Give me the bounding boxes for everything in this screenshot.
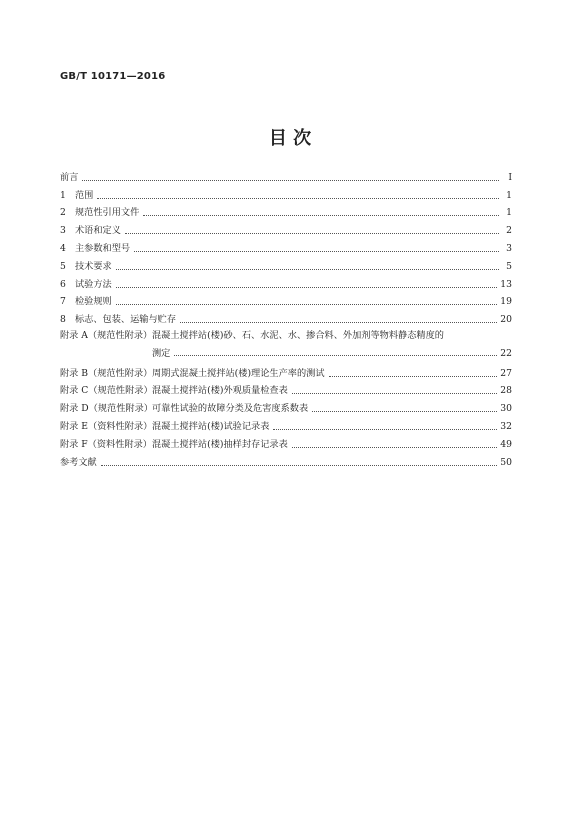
toc-label: 前言: [60, 171, 79, 183]
toc-entry-references[interactable]: [60, 451, 512, 469]
leader-dots: [174, 355, 497, 356]
leader-dots: [312, 411, 497, 412]
annex-prefix: 附录 D（规范性附录）: [60, 403, 153, 415]
toc-entry-2[interactable]: [60, 202, 512, 220]
toc-entry-5[interactable]: [60, 255, 512, 273]
toc-number: 8: [60, 314, 66, 326]
toc-page: 2: [506, 225, 512, 237]
leader-dots: [97, 198, 499, 199]
toc-page: 20: [500, 314, 512, 326]
annex-label-line1: 混凝土搅拌站(楼)砂、石、水泥、水、掺合料、外加剂等物料静态精度的: [152, 330, 444, 342]
leader-dots: [116, 287, 498, 288]
leader-dots: [292, 447, 498, 448]
toc-entry-3[interactable]: [60, 219, 512, 237]
toc-page: 49: [500, 438, 512, 450]
leader-dots: [116, 269, 499, 270]
toc-label: 可靠性试验的故障分类及危害度系数表: [152, 403, 309, 415]
toc-page: 19: [500, 296, 512, 308]
standard-code: GB/T 10171—2016: [60, 71, 166, 82]
table-of-contents: [60, 166, 512, 469]
toc-page: Ⅰ: [508, 171, 512, 183]
toc-page: 50: [500, 456, 512, 468]
toc-number: 4: [60, 242, 66, 254]
leader-dots: [180, 322, 497, 323]
toc-page: 1: [506, 207, 512, 219]
leader-dots: [134, 251, 499, 252]
toc-label: 主参数和型号: [75, 242, 131, 254]
toc-entry-7[interactable]: [60, 291, 512, 309]
page-title: 目 次: [268, 128, 312, 149]
toc-label: 术语和定义: [75, 225, 121, 237]
leader-dots: [273, 429, 497, 430]
toc-page: 27: [500, 367, 512, 379]
toc-entry-6[interactable]: [60, 273, 512, 291]
leader-dots: [143, 215, 499, 216]
toc-number: 1: [60, 189, 66, 201]
leader-dots: [292, 393, 498, 394]
toc-entry-foreword[interactable]: [60, 166, 512, 184]
toc-entry-annex-f[interactable]: [60, 433, 512, 451]
toc-label: 标志、包装、运输与贮存: [75, 314, 177, 326]
annex-prefix: 附录 B（规范性附录）: [60, 367, 153, 379]
toc-entry-4[interactable]: [60, 237, 512, 255]
toc-number: 3: [60, 225, 66, 237]
toc-entry-1[interactable]: [60, 184, 512, 202]
annex-label-line2: 测定: [152, 348, 171, 360]
toc-page: 3: [506, 242, 512, 254]
toc-page: 32: [500, 420, 512, 432]
toc-label: 周期式混凝土搅拌站(楼)理论生产率的测试: [152, 367, 325, 379]
toc-entry-8[interactable]: [60, 308, 512, 326]
leader-dots: [116, 304, 498, 305]
toc-label: 规范性引用文件: [75, 207, 140, 219]
toc-label: 混凝土搅拌站(楼)抽样封存记录表: [152, 438, 288, 450]
annex-prefix: 附录 E（资料性附录）: [60, 420, 153, 432]
toc-entry-annex-e[interactable]: [60, 415, 512, 433]
toc-page: 28: [500, 385, 512, 397]
leader-dots: [125, 233, 499, 234]
leader-dots: [101, 465, 498, 466]
annex-prefix: 附录 F（资料性附录）: [60, 438, 152, 450]
toc-page: 22: [500, 348, 512, 360]
toc-number: 2: [60, 207, 66, 219]
annex-prefix: 附录 A（规范性附录）: [60, 330, 153, 342]
annex-prefix: 附录 C（规范性附录）: [60, 385, 153, 397]
toc-label: 技术要求: [75, 260, 112, 272]
toc-page: 5: [506, 260, 512, 272]
toc-page: 30: [500, 403, 512, 415]
toc-number: 5: [60, 260, 66, 272]
toc-number: 6: [60, 278, 66, 290]
toc-entry-annex-b[interactable]: [60, 362, 512, 380]
toc-label: 参考文献: [60, 456, 97, 468]
toc-entry-annex-a[interactable]: [60, 326, 512, 362]
leader-dots: [329, 376, 498, 377]
toc-page: 1: [506, 189, 512, 201]
toc-label: 检验规则: [75, 296, 112, 308]
toc-label: 混凝土搅拌站(楼)外观质量检查表: [152, 385, 288, 397]
toc-entry-annex-c[interactable]: [60, 380, 512, 398]
leader-dots: [82, 180, 499, 181]
toc-label: 范围: [75, 189, 94, 201]
toc-entry-annex-d[interactable]: [60, 397, 512, 415]
toc-label: 试验方法: [75, 278, 112, 290]
toc-label: 混凝土搅拌站(楼)试验记录表: [152, 420, 270, 432]
toc-page: 13: [500, 278, 512, 290]
toc-number: 7: [60, 296, 66, 308]
